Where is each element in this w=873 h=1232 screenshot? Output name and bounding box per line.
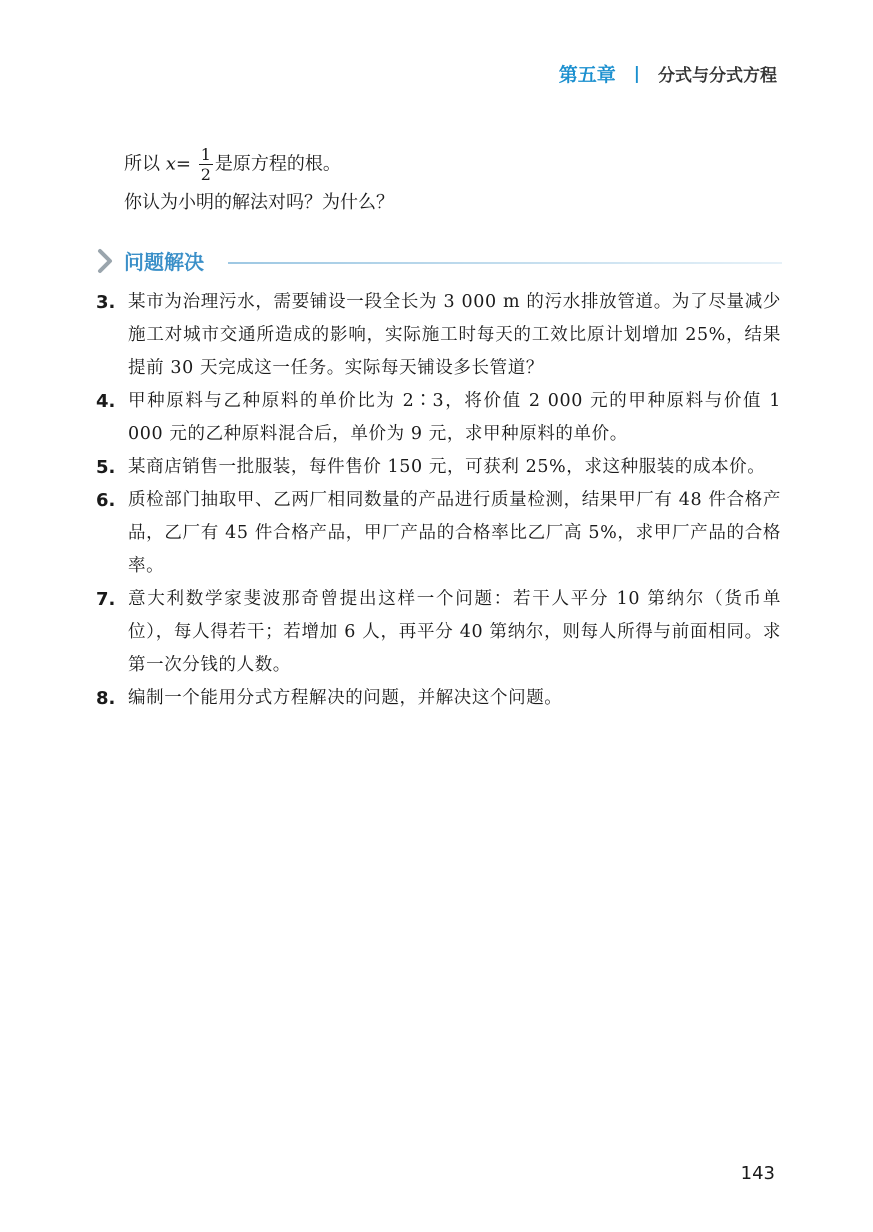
problem-item bbox=[96, 286, 781, 385]
chapter-title: 分式与分式方程 bbox=[658, 66, 777, 86]
problem-item bbox=[96, 484, 781, 583]
intro-suffix: 是原方程的根。 bbox=[214, 153, 341, 175]
problem-text: 某市为治理污水，需要铺设一段全长为 3 000 m 的污水排放管道。为了尽量减少施工对城市交通所造成的影响，实际施工时每天的工效比原计划增加 25%，结果提前 30 天完成这一任务。实际每天铺设多长管道？ bbox=[128, 292, 781, 378]
intro-variable: x bbox=[165, 153, 176, 175]
chapter-label: 第五章 bbox=[558, 64, 616, 86]
problem-number: 5. bbox=[96, 457, 116, 478]
chevron-right-icon bbox=[94, 247, 118, 277]
problem-text: 编制一个能用分式方程解决的问题，并解决这个问题。 bbox=[128, 688, 563, 708]
problem-text: 某商店销售一批服装，每件售价 150 元，可获利 25%，求这种服装的成本价。 bbox=[128, 457, 766, 477]
problem-number: 6. bbox=[96, 490, 116, 511]
problem-number: 7. bbox=[96, 589, 116, 610]
header-separator: | bbox=[633, 63, 640, 84]
fraction bbox=[199, 145, 213, 184]
intro-prefix: 所以 bbox=[124, 153, 160, 175]
problem-number: 8. bbox=[96, 688, 116, 709]
fraction-numerator: 1 bbox=[200, 145, 211, 164]
problem-text: 质检部门抽取甲、乙两厂相同数量的产品进行质量检测，结果甲厂有 48 件合格产品，乙厂有 45 件合格产品，甲厂产品的合格率比乙厂高 5%，求甲厂产品的合格率。 bbox=[128, 490, 781, 576]
fraction-denominator: 2 bbox=[200, 165, 211, 184]
section-title: 问题解决 bbox=[124, 250, 204, 274]
problem-item bbox=[96, 385, 781, 451]
problem-number: 4. bbox=[96, 391, 116, 412]
intro-equals: = bbox=[175, 153, 191, 175]
section-divider bbox=[228, 262, 782, 264]
intro-line-2: 你认为小明的解法对吗？为什么？ bbox=[124, 192, 394, 213]
problem-text: 甲种原料与乙种原料的单价比为 2∶3，将价值 2 000 元的甲种原料与价值 1 000 元的乙种原料混合后，单价为 9 元，求甲种原料的单价。 bbox=[128, 391, 781, 444]
intro-line-1 bbox=[124, 145, 341, 184]
section-heading bbox=[92, 244, 782, 280]
problem-number: 3. bbox=[96, 292, 116, 313]
problem-item bbox=[96, 682, 781, 715]
page-number: 143 bbox=[740, 1163, 775, 1184]
problem-item bbox=[96, 451, 781, 484]
problem-item bbox=[96, 583, 781, 682]
problem-list bbox=[96, 286, 781, 715]
problem-text: 意大利数学家斐波那奇曾提出这样一个问题：若干人平分 10 第纳尔（货币单位），每人得若干；若增加 6 人，再平分 40 第纳尔，则每人所得与前面相同。求第一次分钱的人数。 bbox=[128, 589, 781, 675]
page-header bbox=[559, 60, 777, 87]
